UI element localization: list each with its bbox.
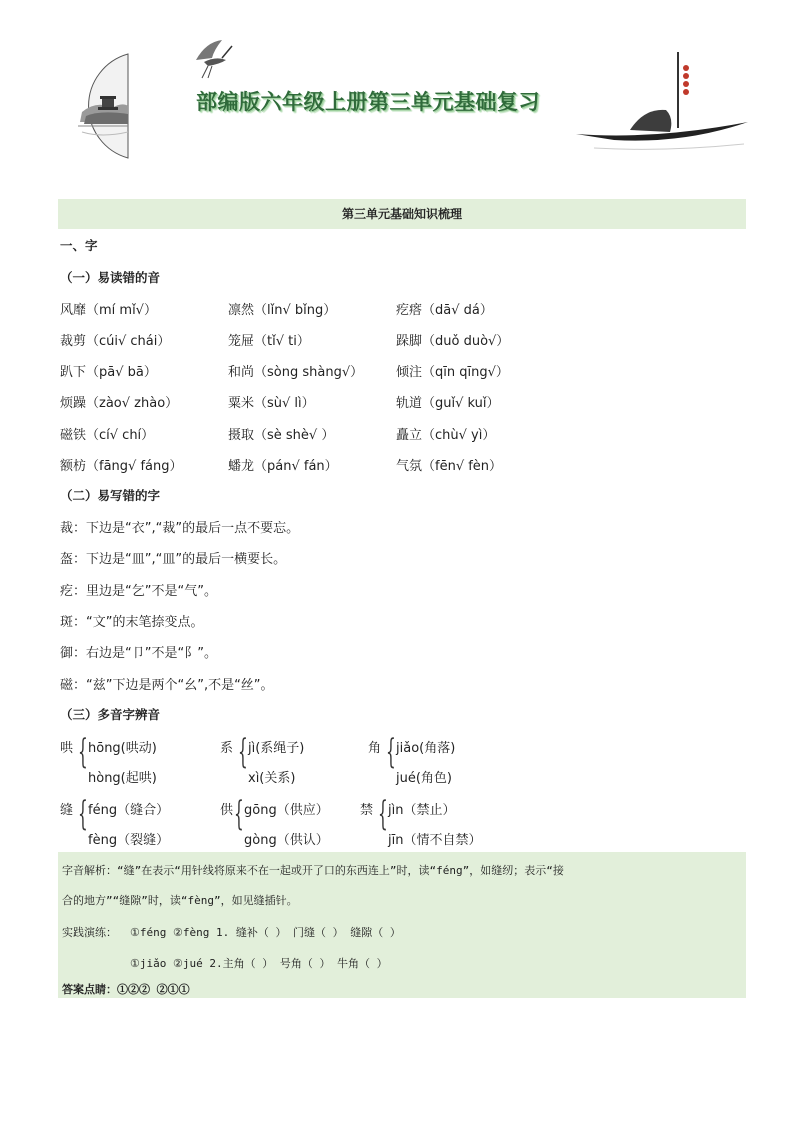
- document-title: 部编版六年级上册第三单元基础复习: [196, 90, 540, 114]
- brace-icon: {: [234, 794, 244, 834]
- subheading-easy-misread: （一）易读错的音: [60, 270, 161, 285]
- crane-icon: [192, 38, 236, 80]
- misread-item: 笼屉（tǐ√ ti）: [228, 334, 310, 349]
- misread-item: 疙瘩（dā√ dá）: [396, 303, 493, 318]
- practice-label: 实践演练：: [62, 926, 117, 939]
- polyphonic-char: 角: [368, 741, 382, 756]
- miswrite-line: 斑：“文”的末笔捺变点。: [60, 615, 204, 630]
- analysis-line: 合的地方”“缝隙”时，读“fèng”，如见缝插针。: [62, 894, 298, 907]
- reading-2: xì(关系): [248, 771, 296, 786]
- misread-item: 趴下（pā√ bā）: [60, 365, 157, 380]
- reading-2: fèng（裂缝）: [88, 833, 170, 848]
- misread-item: 磁铁（cí√ chí）: [60, 428, 155, 443]
- reading-1: jiǎo(角落): [396, 741, 456, 756]
- reading-1: jì(系绳子): [248, 741, 305, 756]
- subheading-polyphonic: （三）多音字辨音: [60, 707, 161, 722]
- polyphonic-char: 哄: [60, 741, 74, 756]
- reading-1: jìn（禁止）: [388, 803, 456, 818]
- brace-icon: {: [378, 794, 388, 834]
- reading-2: gòng（供认）: [244, 833, 329, 848]
- miswrite-line: 疙：里边是“乞”不是“气”。: [60, 584, 217, 599]
- reading-2: hòng(起哄): [88, 771, 157, 786]
- polyphonic-char: 禁: [360, 803, 374, 818]
- reading-1: hōng(哄动): [88, 741, 157, 756]
- subheading-easy-miswrite: （二）易写错的字: [60, 488, 161, 503]
- miswrite-line: 磁：“兹”下边是两个“幺”,不是“丝”。: [60, 678, 274, 693]
- misread-item: 矗立（chù√ yì）: [396, 428, 496, 443]
- polyphonic-char: 供: [220, 803, 234, 818]
- practice-line: ①féng ②fèng 1. 缝补（ ） 门缝（ ） 缝隙（ ）: [130, 926, 401, 939]
- brace-icon: {: [238, 732, 248, 772]
- miswrite-line: 裁：下边是“衣”,“裁”的最后一点不要忘。: [60, 521, 300, 536]
- misread-item: 跺脚（duǒ duò√）: [396, 334, 510, 349]
- landscape-emblem: [72, 52, 132, 160]
- polyphonic-char: 缝: [60, 803, 74, 818]
- misread-item: 气氛（fēn√ fèn）: [396, 459, 503, 474]
- brace-icon: {: [78, 732, 88, 772]
- brace-icon: {: [386, 732, 396, 772]
- reading-1: féng（缝合）: [88, 803, 170, 818]
- section-heading-characters: 一、字: [60, 238, 98, 253]
- miswrite-line: 盔：下边是“皿”,“皿”的最后一横要长。: [60, 552, 287, 567]
- misread-item: 烦躁（zào√ zhào）: [60, 396, 179, 411]
- misread-item: 蟠龙（pán√ fán）: [228, 459, 338, 474]
- boat-icon: [574, 48, 750, 158]
- misread-item: 倾注（qīn qīng√）: [396, 365, 509, 380]
- misread-item: 凛然（lǐn√ bǐng）: [228, 303, 337, 318]
- misread-item: 额枋（fāng√ fáng）: [60, 459, 183, 474]
- misread-item: 摄取（sè shè√ ）: [228, 428, 335, 443]
- misread-item: 风靡（mí mǐ√）: [60, 303, 157, 318]
- misread-item: 轨道（guǐ√ kuǐ）: [396, 396, 500, 411]
- section-bar-title: 第三单元基础知识梳理: [58, 199, 746, 229]
- reading-2: jué(角色): [396, 771, 452, 786]
- answer-line: 答案点睛：①②② ②①①: [62, 983, 190, 996]
- misread-item: 和尚（sòng shàng√）: [228, 365, 364, 380]
- misread-item: 粟米（sù√ lì）: [228, 396, 315, 411]
- misread-item: 裁剪（cúi√ chái）: [60, 334, 171, 349]
- reading-1: gōng（供应）: [244, 803, 329, 818]
- analysis-line: 字音解析：“缝”在表示“用针线将原来不在一起或开了口的东西连上”时，读“féng”，如缝纫；表示“接: [62, 864, 564, 877]
- reading-2: jīn（情不自禁）: [388, 833, 482, 848]
- practice-line: ①jiǎo ②jué 2.主角（ ） 号角（ ） 牛角（ ）: [130, 957, 388, 970]
- brace-icon: {: [78, 794, 88, 834]
- polyphonic-char: 系: [220, 741, 234, 756]
- miswrite-line: 御：右边是“卩”不是“阝”。: [60, 646, 217, 661]
